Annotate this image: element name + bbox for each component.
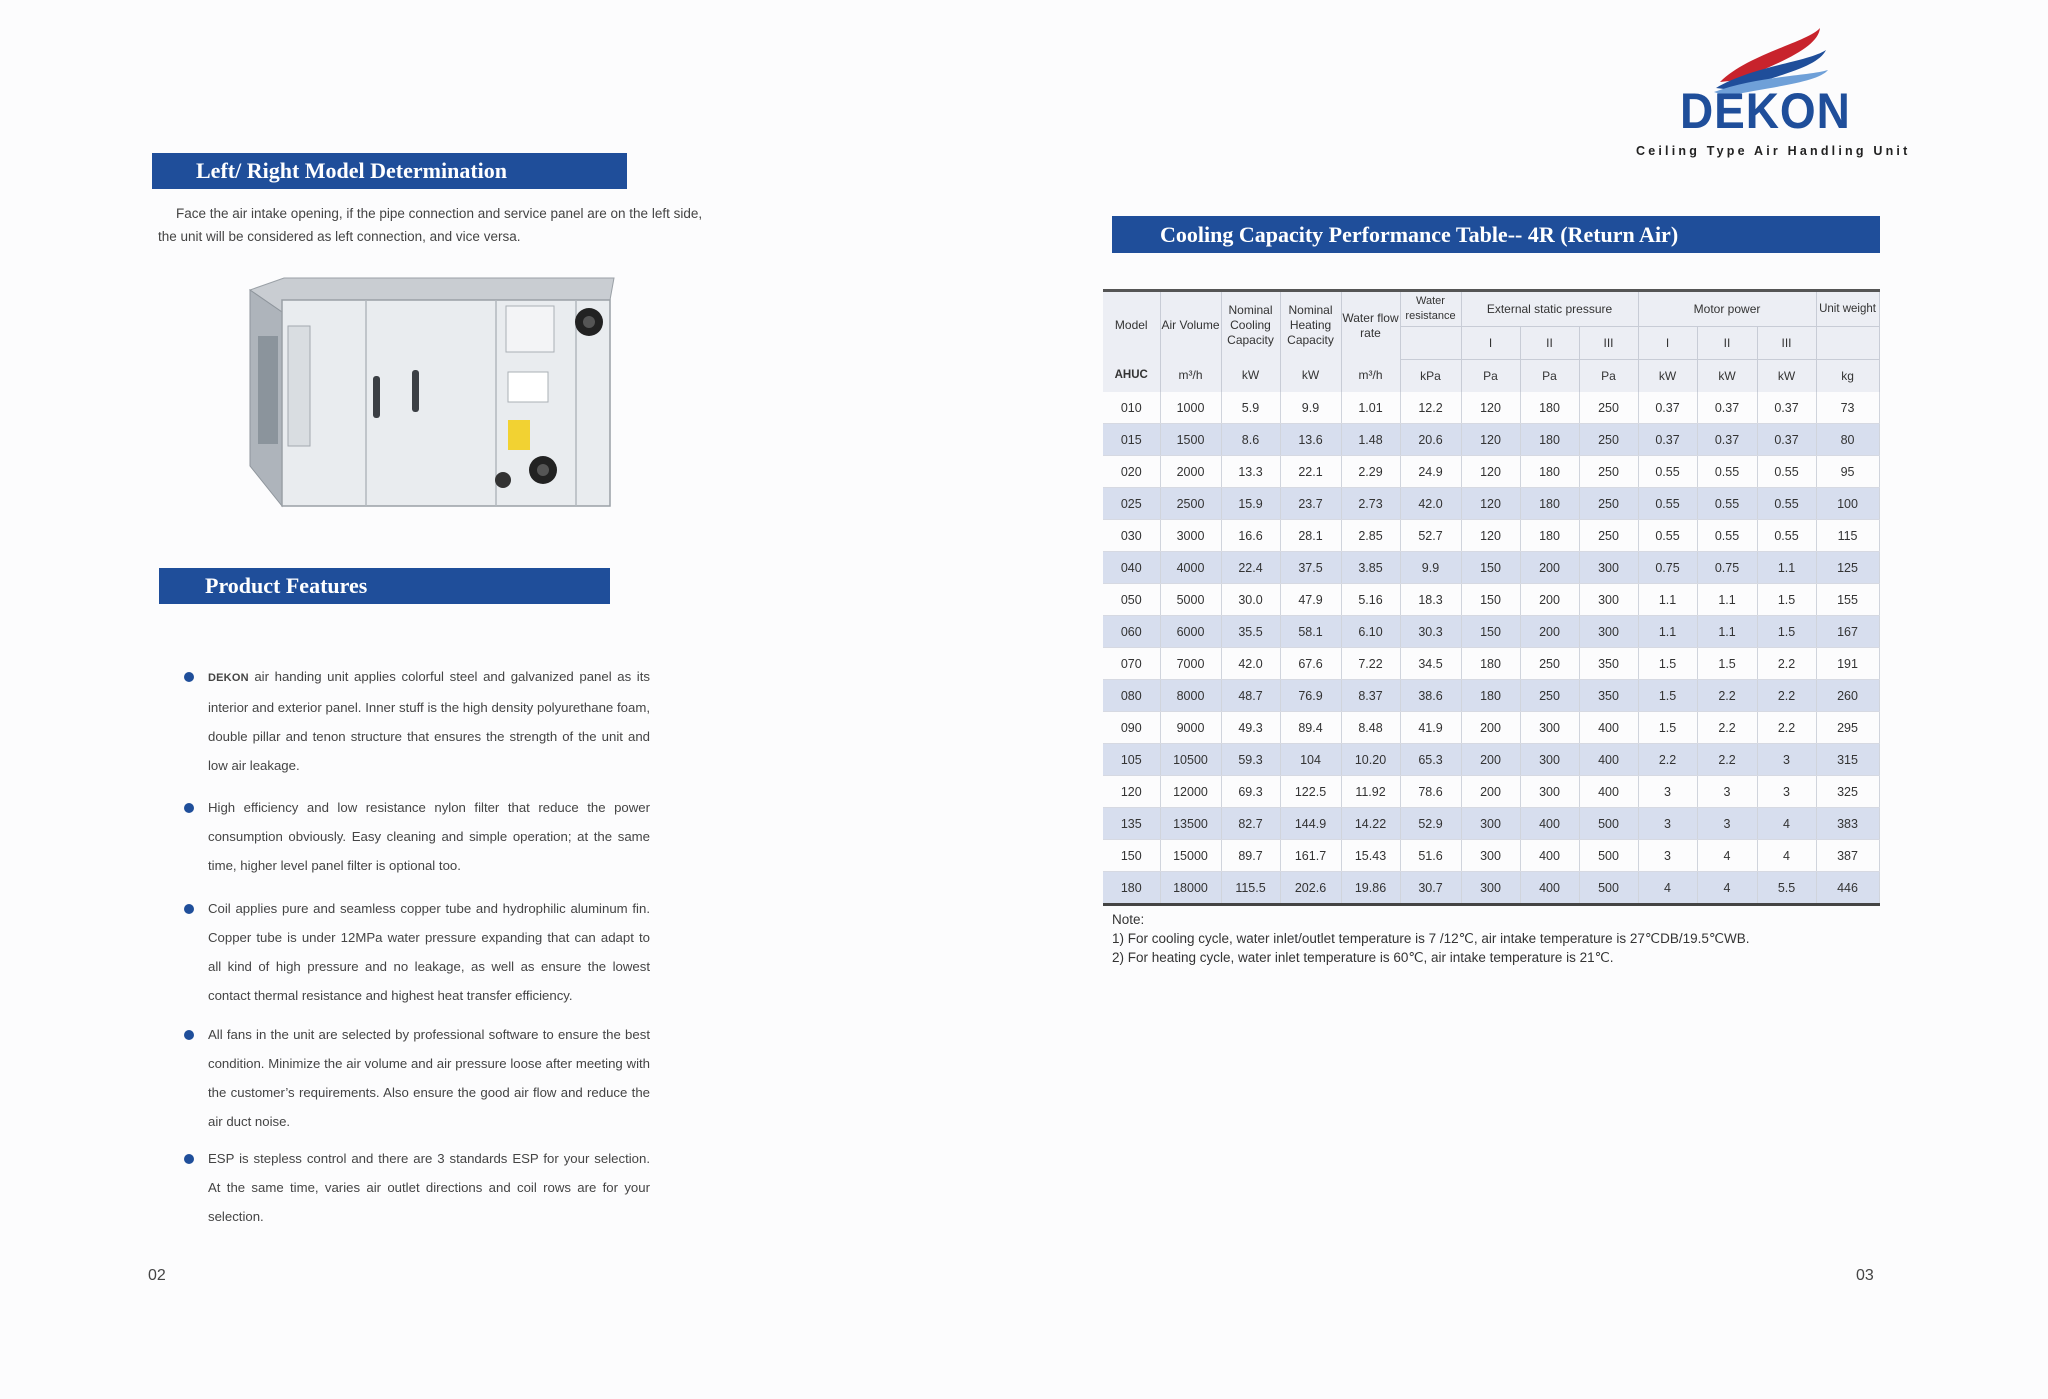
table-cell: 30.7 — [1400, 872, 1461, 905]
table-row — [1103, 520, 1879, 552]
table-cell: 89.7 — [1221, 840, 1280, 872]
table-cell: 2.2 — [1638, 744, 1697, 776]
table-cell: 500 — [1579, 872, 1638, 905]
header-esp: External static pressure — [1461, 291, 1638, 327]
table-row — [1103, 808, 1879, 840]
header-esp-3: III — [1579, 327, 1638, 360]
header-motor-3: III — [1757, 327, 1816, 360]
table-title-banner — [1112, 216, 1880, 253]
table-cell: 59.3 — [1221, 744, 1280, 776]
table-cell: 2.2 — [1697, 680, 1757, 712]
table-cell: 025 — [1103, 488, 1160, 520]
table-cell: 1.5 — [1757, 584, 1816, 616]
table-row — [1103, 680, 1879, 712]
table-row — [1103, 872, 1879, 905]
unit-heating: kW — [1280, 360, 1341, 393]
feature-text: air handing unit applies colorful steel and galvanized panel as its interior and exterior panel. Inner stuff is the high density polyurethane foam, double pillar and tenon structure that ensures the strength of the unit and low air leakage. — [208, 669, 650, 773]
table-cell: 10.20 — [1341, 744, 1400, 776]
table-cell: 22.1 — [1280, 456, 1341, 488]
table-cell: 0.37 — [1697, 392, 1757, 424]
brand-subtitle: Ceiling Type Air Handling Unit — [1636, 144, 1911, 158]
table-cell: 0.37 — [1697, 424, 1757, 456]
table-row — [1103, 712, 1879, 744]
brand-logo-text: DEKON — [1680, 83, 1851, 139]
header-motor-1: I — [1638, 327, 1697, 360]
table-row — [1103, 840, 1879, 872]
table-cell: 0.37 — [1638, 424, 1697, 456]
table-cell: 200 — [1461, 776, 1520, 808]
header-motor-2: II — [1697, 327, 1757, 360]
table-cell: 1.1 — [1697, 616, 1757, 648]
table-cell: 7000 — [1160, 648, 1221, 680]
table-cell: 300 — [1579, 616, 1638, 648]
feature-text: Coil applies pure and seamless copper tube and hydrophilic aluminum fin. Copper tube is under 12MPa water pressure expanding that can adapt to all kind of high pressure and no leakage, as well as ensure the lowest contact thermal resistance and highest heat transfer efficiency. — [208, 901, 650, 1003]
header-nominal-cooling: Nominal Cooling Capacity — [1221, 291, 1280, 360]
feature-item — [180, 1020, 650, 1136]
table-row — [1103, 776, 1879, 808]
table-cell: 7.22 — [1341, 648, 1400, 680]
table-cell: 122.5 — [1280, 776, 1341, 808]
table-cell: 180 — [1461, 648, 1520, 680]
table-cell: 180 — [1461, 680, 1520, 712]
note-line-2: 2) For heating cycle, water inlet temperature is 60℃, air intake temperature is 21℃. — [1112, 950, 1614, 965]
section-title-product-features — [159, 568, 610, 604]
table-cell: 400 — [1520, 840, 1579, 872]
header-water-resistance: Water resistance — [1400, 291, 1461, 327]
table-cell: 24.9 — [1400, 456, 1461, 488]
header-esp-1: I — [1461, 327, 1520, 360]
table-cell: 15.43 — [1341, 840, 1400, 872]
table-cell: 41.9 — [1400, 712, 1461, 744]
unit-esp-2: Pa — [1520, 360, 1579, 393]
table-cell: 387 — [1816, 840, 1879, 872]
page-number-right: 03 — [1856, 1267, 1874, 1284]
unit-cooling: kW — [1221, 360, 1280, 393]
table-cell: 8.37 — [1341, 680, 1400, 712]
table-cell: 3 — [1697, 776, 1757, 808]
section-title-text: Left/ Right Model Determination — [196, 158, 507, 183]
table-cell: 22.4 — [1221, 552, 1280, 584]
table-cell: 0.55 — [1757, 520, 1816, 552]
table-row — [1103, 744, 1879, 776]
table-cell: 3 — [1697, 808, 1757, 840]
feature-item — [180, 1144, 650, 1231]
unit-weight: kg — [1816, 360, 1879, 393]
table-cell: 200 — [1461, 744, 1520, 776]
table-cell: 13.3 — [1221, 456, 1280, 488]
table-row — [1103, 648, 1879, 680]
table-cell: 167 — [1816, 616, 1879, 648]
feature-item — [180, 894, 650, 1010]
intro-line-1: Face the air intake opening, if the pipe connection and service panel are on the left side, — [176, 206, 703, 221]
bullet-icon — [184, 1030, 194, 1040]
table-cell: 0.75 — [1638, 552, 1697, 584]
table-cell: 080 — [1103, 680, 1160, 712]
table-cell: 1.1 — [1697, 584, 1757, 616]
table-cell: 300 — [1520, 712, 1579, 744]
table-cell: 2500 — [1160, 488, 1221, 520]
table-cell: 120 — [1461, 488, 1520, 520]
table-cell: 0.37 — [1757, 392, 1816, 424]
bullet-icon — [184, 904, 194, 914]
table-cell: 1.5 — [1757, 616, 1816, 648]
table-cell: 0.37 — [1757, 424, 1816, 456]
table-cell: 010 — [1103, 392, 1160, 424]
table-cell: 10500 — [1160, 744, 1221, 776]
table-cell: 35.5 — [1221, 616, 1280, 648]
table-cell: 040 — [1103, 552, 1160, 584]
table-cell: 0.55 — [1638, 520, 1697, 552]
table-cell: 5.9 — [1221, 392, 1280, 424]
table-cell: 8.6 — [1221, 424, 1280, 456]
table-cell: 0.75 — [1697, 552, 1757, 584]
table-cell: 1.1 — [1638, 616, 1697, 648]
table-cell: 65.3 — [1400, 744, 1461, 776]
table-cell: 250 — [1579, 424, 1638, 456]
table-cell: 15.9 — [1221, 488, 1280, 520]
table-cell: 8000 — [1160, 680, 1221, 712]
table-cell: 2000 — [1160, 456, 1221, 488]
table-cell: 300 — [1579, 584, 1638, 616]
brand-name-inline: DEKON — [208, 672, 249, 684]
features-list — [180, 662, 650, 1231]
table-cell: 104 — [1280, 744, 1341, 776]
header-motor-power: Motor power — [1638, 291, 1816, 327]
unit-esp-1: Pa — [1461, 360, 1520, 393]
header-blank — [1816, 327, 1879, 360]
table-cell: 6000 — [1160, 616, 1221, 648]
table-cell: 090 — [1103, 712, 1160, 744]
table-cell: 1.1 — [1638, 584, 1697, 616]
table-cell: 250 — [1520, 680, 1579, 712]
table-cell: 37.5 — [1280, 552, 1341, 584]
table-cell: 1000 — [1160, 392, 1221, 424]
table-cell: 200 — [1520, 552, 1579, 584]
table-cell: 18.3 — [1400, 584, 1461, 616]
table-cell: 161.7 — [1280, 840, 1341, 872]
unit-resistance: kPa — [1400, 360, 1461, 393]
table-cell: 11.92 — [1341, 776, 1400, 808]
table-cell: 300 — [1520, 744, 1579, 776]
header-water-flow: Water flow rate — [1341, 291, 1400, 360]
table-cell: 3 — [1757, 744, 1816, 776]
table-cell: 1.01 — [1341, 392, 1400, 424]
table-cell: 191 — [1816, 648, 1879, 680]
table-row — [1103, 456, 1879, 488]
table-cell: 49.3 — [1221, 712, 1280, 744]
feature-item — [180, 793, 650, 880]
feature-text: All fans in the unit are selected by professional software to ensure the best condition. Minimize the air volume and air pressure loose after meeting with the customer’s requirements. Also ensure the good air flow and reduce the air duct noise. — [208, 1027, 650, 1129]
table-cell: 1.48 — [1341, 424, 1400, 456]
table-cell: 300 — [1579, 552, 1638, 584]
note-line-1: 1) For cooling cycle, water inlet/outlet temperature is 7 /12℃, air intake temperature is 27℃DB/19.5℃WB. — [1112, 931, 1750, 946]
table-cell: 4000 — [1160, 552, 1221, 584]
header-model: Model — [1103, 291, 1160, 360]
table-cell: 0.55 — [1638, 456, 1697, 488]
table-cell: 3.85 — [1341, 552, 1400, 584]
unit-air: m³/h — [1160, 360, 1221, 393]
table-cell: 300 — [1461, 808, 1520, 840]
table-cell: 200 — [1520, 584, 1579, 616]
table-cell: 42.0 — [1221, 648, 1280, 680]
table-row — [1103, 616, 1879, 648]
table-cell: 1.1 — [1757, 552, 1816, 584]
table-cell: 15000 — [1160, 840, 1221, 872]
table-cell: 115.5 — [1221, 872, 1280, 905]
table-cell: 400 — [1520, 808, 1579, 840]
table-cell: 52.9 — [1400, 808, 1461, 840]
table-cell: 5000 — [1160, 584, 1221, 616]
table-cell: 500 — [1579, 808, 1638, 840]
feature-item — [180, 662, 650, 780]
table-cell: 1.5 — [1638, 648, 1697, 680]
bullet-icon — [184, 672, 194, 682]
table-cell: 2.2 — [1697, 744, 1757, 776]
table-cell: 400 — [1520, 872, 1579, 905]
intro-line-2: the unit will be considered as left connection, and vice versa. — [158, 229, 521, 244]
table-cell: 250 — [1579, 488, 1638, 520]
header-blank — [1400, 327, 1461, 360]
table-cell: 19.86 — [1341, 872, 1400, 905]
table-cell: 030 — [1103, 520, 1160, 552]
header-unit-weight: Unit weight — [1816, 291, 1879, 327]
table-cell: 200 — [1461, 712, 1520, 744]
table-cell: 14.22 — [1341, 808, 1400, 840]
header-air-volume: Air Volume — [1160, 291, 1221, 360]
table-cell: 120 — [1103, 776, 1160, 808]
table-cell: 42.0 — [1400, 488, 1461, 520]
table-row — [1103, 584, 1879, 616]
table-cell: 3000 — [1160, 520, 1221, 552]
table-cell: 350 — [1579, 648, 1638, 680]
table-cell: 0.55 — [1697, 456, 1757, 488]
table-cell: 2.29 — [1341, 456, 1400, 488]
table-cell: 82.7 — [1221, 808, 1280, 840]
table-cell: 34.5 — [1400, 648, 1461, 680]
table-cell: 13500 — [1160, 808, 1221, 840]
table-cell: 315 — [1816, 744, 1879, 776]
table-title-text: Cooling Capacity Performance Table-- 4R (Return Air) — [1160, 221, 1679, 247]
table-cell: 8.48 — [1341, 712, 1400, 744]
air-handling-unit-image — [246, 270, 618, 510]
table-cell: 125 — [1816, 552, 1879, 584]
table-cell: 400 — [1579, 744, 1638, 776]
table-cell: 2.2 — [1757, 648, 1816, 680]
intro-paragraph — [158, 202, 718, 248]
table-cell: 12.2 — [1400, 392, 1461, 424]
table-cell: 202.6 — [1280, 872, 1341, 905]
table-cell: 135 — [1103, 808, 1160, 840]
table-cell: 100 — [1816, 488, 1879, 520]
table-cell: 0.55 — [1638, 488, 1697, 520]
table-cell: 2.73 — [1341, 488, 1400, 520]
table-cell: 3 — [1757, 776, 1816, 808]
table-cell: 2.2 — [1757, 712, 1816, 744]
unit-motor-3: kW — [1757, 360, 1816, 393]
unit-flow: m³/h — [1341, 360, 1400, 393]
table-cell: 325 — [1816, 776, 1879, 808]
table-cell: 52.7 — [1400, 520, 1461, 552]
table-cell: 30.3 — [1400, 616, 1461, 648]
table-row — [1103, 392, 1879, 424]
table-row — [1103, 488, 1879, 520]
table-cell: 400 — [1579, 776, 1638, 808]
table-cell: 20.6 — [1400, 424, 1461, 456]
table-cell: 155 — [1816, 584, 1879, 616]
performance-table — [1103, 289, 1880, 906]
table-cell: 446 — [1816, 872, 1879, 905]
table-cell: 89.4 — [1280, 712, 1341, 744]
table-cell: 105 — [1103, 744, 1160, 776]
table-cell: 48.7 — [1221, 680, 1280, 712]
table-cell: 73 — [1816, 392, 1879, 424]
table-cell: 9.9 — [1400, 552, 1461, 584]
table-cell: 80 — [1816, 424, 1879, 456]
table-cell: 250 — [1520, 648, 1579, 680]
table-cell: 58.1 — [1280, 616, 1341, 648]
table-cell: 13.6 — [1280, 424, 1341, 456]
section-title-model-determination — [152, 153, 627, 189]
table-cell: 28.1 — [1280, 520, 1341, 552]
table-row — [1103, 424, 1879, 456]
table-cell: 3 — [1638, 776, 1697, 808]
table-cell: 180 — [1520, 456, 1579, 488]
table-cell: 115 — [1816, 520, 1879, 552]
table-body — [1103, 392, 1879, 905]
feature-text: ESP is stepless control and there are 3 standards ESP for your selection. At the same time, varies air outlet directions and coil rows are for your selection. — [208, 1151, 650, 1224]
table-cell: 4 — [1757, 840, 1816, 872]
bullet-icon — [184, 803, 194, 813]
unit-motor-1: kW — [1638, 360, 1697, 393]
table-cell: 95 — [1816, 456, 1879, 488]
table-cell: 47.9 — [1280, 584, 1341, 616]
feature-text: High efficiency and low resistance nylon filter that reduce the power consumption obviously. Easy cleaning and simple operation; at the same time, higher level panel filter is optional too. — [208, 800, 650, 873]
table-cell: 12000 — [1160, 776, 1221, 808]
table-cell: 78.6 — [1400, 776, 1461, 808]
table-cell: 51.6 — [1400, 840, 1461, 872]
note-title: Note: — [1112, 912, 1145, 927]
header-esp-2: II — [1520, 327, 1579, 360]
table-cell: 67.6 — [1280, 648, 1341, 680]
table-cell: 2.2 — [1757, 680, 1816, 712]
section-title-text: Product Features — [205, 573, 368, 598]
table-cell: 350 — [1579, 680, 1638, 712]
table-cell: 180 — [1520, 520, 1579, 552]
page-number-left: 02 — [148, 1267, 166, 1284]
table-cell: 250 — [1579, 392, 1638, 424]
table-cell: 4 — [1697, 840, 1757, 872]
table-cell: 0.55 — [1697, 488, 1757, 520]
table-cell: 150 — [1103, 840, 1160, 872]
table-cell: 250 — [1579, 520, 1638, 552]
table-cell: 150 — [1461, 616, 1520, 648]
table-cell: 180 — [1520, 488, 1579, 520]
table-cell: 120 — [1461, 520, 1520, 552]
table-cell: 120 — [1461, 424, 1520, 456]
table-cell: 3 — [1638, 840, 1697, 872]
unit-motor-2: kW — [1697, 360, 1757, 393]
table-cell: 400 — [1579, 712, 1638, 744]
table-cell: 16.6 — [1221, 520, 1280, 552]
table-cell: 1.5 — [1638, 712, 1697, 744]
table-cell: 144.9 — [1280, 808, 1341, 840]
table-cell: 300 — [1461, 872, 1520, 905]
table-cell: 0.55 — [1757, 488, 1816, 520]
table-cell: 76.9 — [1280, 680, 1341, 712]
table-notes — [1112, 910, 1750, 967]
table-cell: 180 — [1520, 424, 1579, 456]
table-cell: 300 — [1461, 840, 1520, 872]
table-cell: 020 — [1103, 456, 1160, 488]
table-cell: 120 — [1461, 392, 1520, 424]
table-cell: 060 — [1103, 616, 1160, 648]
table-cell: 1.5 — [1697, 648, 1757, 680]
table-cell: 9000 — [1160, 712, 1221, 744]
table-cell: 5.5 — [1757, 872, 1816, 905]
table-cell: 383 — [1816, 808, 1879, 840]
table-cell: 3 — [1638, 808, 1697, 840]
table-cell: 2.85 — [1341, 520, 1400, 552]
table-cell: 30.0 — [1221, 584, 1280, 616]
table-cell: 4 — [1638, 872, 1697, 905]
table-cell: 300 — [1520, 776, 1579, 808]
table-cell: 69.3 — [1221, 776, 1280, 808]
table-cell: 2.2 — [1697, 712, 1757, 744]
table-cell: 6.10 — [1341, 616, 1400, 648]
table-cell: 1500 — [1160, 424, 1221, 456]
table-cell: 1.5 — [1638, 680, 1697, 712]
table-cell: 0.55 — [1697, 520, 1757, 552]
table-cell: 4 — [1757, 808, 1816, 840]
table-cell: 4 — [1697, 872, 1757, 905]
table-cell: 015 — [1103, 424, 1160, 456]
unit-esp-3: Pa — [1579, 360, 1638, 393]
table-cell: 050 — [1103, 584, 1160, 616]
table-cell: 120 — [1461, 456, 1520, 488]
table-cell: 295 — [1816, 712, 1879, 744]
table-cell: 200 — [1520, 616, 1579, 648]
table-cell: 0.55 — [1757, 456, 1816, 488]
table-cell: 500 — [1579, 840, 1638, 872]
table-cell: 180 — [1103, 872, 1160, 905]
table-cell: 180 — [1520, 392, 1579, 424]
bullet-icon — [184, 1154, 194, 1164]
table-cell: 070 — [1103, 648, 1160, 680]
table-cell: 260 — [1816, 680, 1879, 712]
table-row — [1103, 552, 1879, 584]
table-cell: 150 — [1461, 552, 1520, 584]
table-cell: 18000 — [1160, 872, 1221, 905]
table-cell: 9.9 — [1280, 392, 1341, 424]
table-cell: 150 — [1461, 584, 1520, 616]
table-cell: 250 — [1579, 456, 1638, 488]
table-cell: 23.7 — [1280, 488, 1341, 520]
table-cell: 38.6 — [1400, 680, 1461, 712]
table-cell: 0.37 — [1638, 392, 1697, 424]
header-model-prefix: AHUC — [1103, 360, 1160, 393]
table-cell: 5.16 — [1341, 584, 1400, 616]
header-nominal-heating: Nominal Heating Capacity — [1280, 291, 1341, 360]
